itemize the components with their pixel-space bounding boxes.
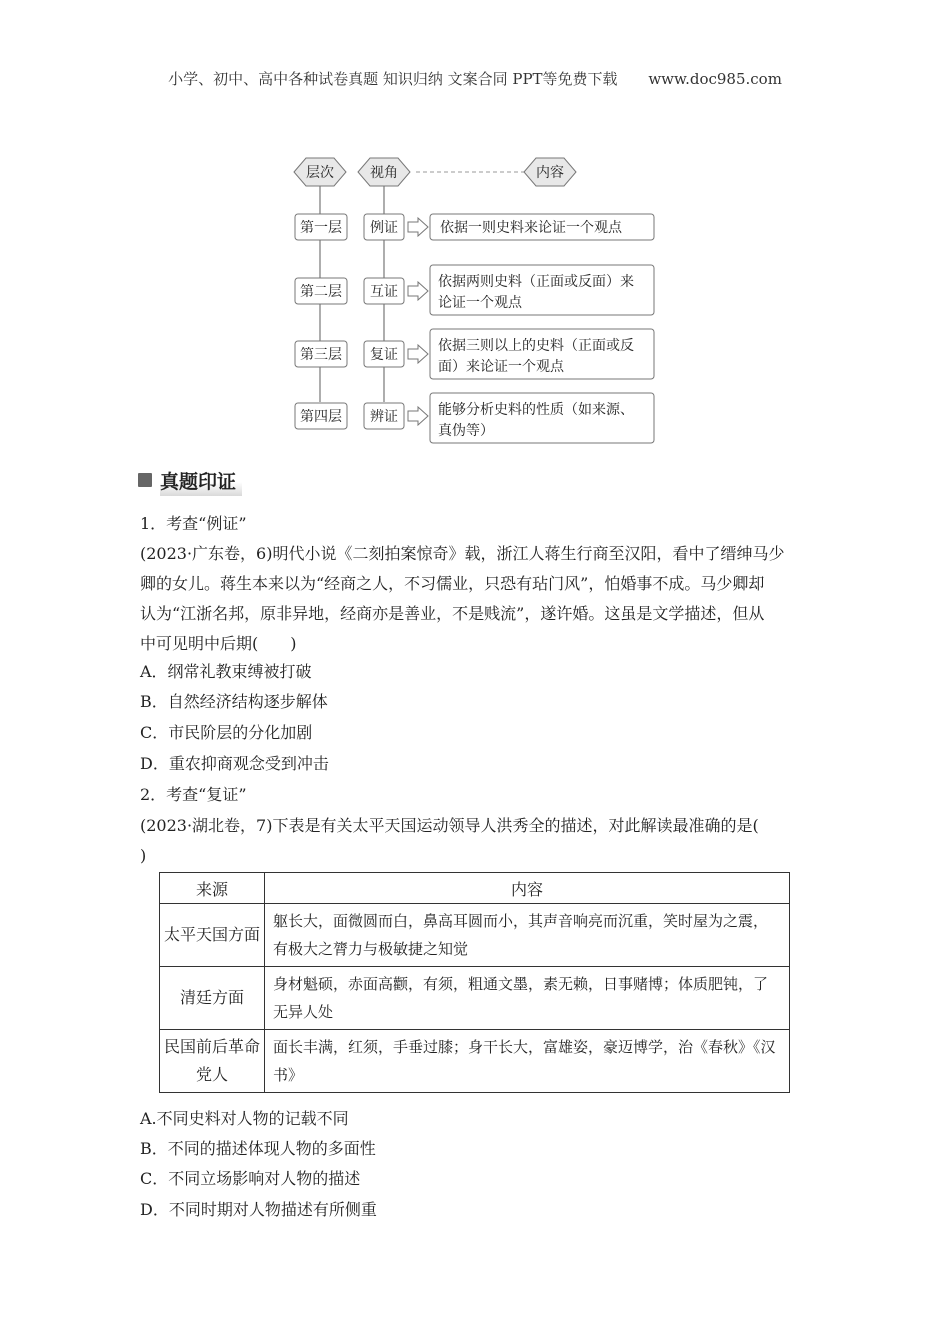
content-line: 依据两则史料（正面或反面）来: [438, 274, 634, 290]
q1-option-a: A．纲常礼教束缚被打破: [140, 662, 312, 681]
angle-label: 例证: [370, 220, 398, 236]
q2-option-c: C．不同立场影响对人物的描述: [140, 1169, 361, 1188]
level-label: 第一层: [300, 220, 342, 236]
q1-stem: [140, 539, 812, 659]
evidence-levels-diagram: [290, 150, 670, 450]
table-header-source: 来源: [160, 873, 265, 904]
arrow-right-icon: [408, 218, 428, 236]
q1-option-b: B．自然经济结构逐步解体: [140, 692, 328, 711]
q2-title: 2．考查“复证”: [140, 785, 247, 804]
section-title: [138, 465, 242, 495]
content-line: 真伪等）: [438, 423, 494, 439]
table-row: [160, 904, 790, 967]
header-diamond-level: [294, 158, 346, 186]
section-bullet-icon: [138, 473, 152, 487]
q2-option-d: D．不同时期对人物描述有所侧重: [140, 1200, 377, 1219]
content-line: 依据三则以上的史料（正面或反: [438, 338, 634, 354]
q2-table: [159, 872, 790, 1093]
header-diamond-content: [524, 158, 576, 186]
header-level-label: 层次: [306, 165, 334, 181]
q1-title: 1．考查“例证”: [140, 514, 247, 533]
q1-option-c: C．市民阶层的分化加剧: [140, 723, 313, 742]
q1-option-d: D．重农抑商观念受到冲击: [140, 754, 329, 773]
content-line: 能够分析史料的性质（如来源、: [438, 402, 634, 418]
arrow-right-icon: [408, 407, 428, 425]
diagram-row-3: [295, 329, 654, 379]
q2-stem-line: ): [140, 846, 147, 865]
content-line: 依据一则史料来论证一个观点: [440, 220, 622, 236]
diagram-row-2: [295, 265, 654, 315]
table-cell-source: 太平天国方面: [160, 904, 265, 967]
angle-label: 复证: [370, 347, 398, 363]
table-cell-content: 躯长大，面微圆而白，鼻高耳圆而小，其声音响亮而沉重，笑时屋为之震，有极大之膂力与极敏捷之知觉: [265, 904, 790, 967]
content-line: 论证一个观点: [438, 295, 522, 311]
q2-stem-line: (2023·湖北卷，7)下表是有关太平天国运动领导人洪秀全的描述，对此解读最准确的是(: [140, 816, 759, 835]
table-row: [160, 1030, 790, 1093]
header-text: 小学、初中、高中各种试卷真题 知识归纳 文案合同 PPT等免费下载: [168, 70, 618, 88]
table-header-row: [160, 873, 790, 904]
q1-stem-line: 认为“江浙名邦，原非异地，经商亦是善业，不是贱流”，遂许婚。这虽是文学描述，但从: [140, 604, 765, 623]
table-row: [160, 967, 790, 1030]
table-cell-content: 面长丰满，红须，手垂过膝；身干长大，富雄姿，豪迈博学，治《春秋》《汉书》: [265, 1030, 790, 1093]
table-cell-source: 清廷方面: [160, 967, 265, 1030]
content-line: 面）来论证一个观点: [438, 359, 564, 375]
table-cell-content: 身材魁硕，赤面高颧，有须，粗通文墨，素无赖，日事赌博；体质肥钝，了无异人处: [265, 967, 790, 1030]
table-cell-source: 民国前后革命党人: [160, 1030, 265, 1093]
diagram-row-4: [295, 393, 654, 443]
q1-stem-line: (2023·广东卷，6)明代小说《二刻拍案惊奇》载，浙江人蒋生行商至汉阳，看中了缙绅马少: [140, 544, 785, 563]
angle-label: 互证: [370, 284, 398, 300]
header-content-label: 内容: [536, 165, 564, 181]
header-diamond-angle: [358, 158, 410, 186]
header-site: www.doc985.com: [648, 70, 782, 88]
level-label: 第二层: [300, 284, 342, 300]
arrow-right-icon: [408, 282, 428, 300]
q2-option-a: A.不同史料对人物的记载不同: [140, 1109, 349, 1128]
q2-stem: [140, 811, 812, 871]
diagram-row-1: [295, 214, 654, 240]
arrow-right-icon: [408, 345, 428, 363]
section-title-text: 真题印证: [160, 465, 242, 496]
q2-option-b: B．不同的描述体现人物的多面性: [140, 1139, 376, 1158]
level-label: 第三层: [300, 347, 342, 363]
level-label: 第四层: [300, 409, 342, 425]
q1-stem-line: 中可见明中后期( ): [140, 634, 297, 653]
angle-label: 辨证: [370, 409, 398, 425]
table-header-content: 内容: [265, 873, 790, 904]
q1-stem-line: 卿的女儿。蒋生本来以为“经商之人，不习儒业，只恐有玷门风”，怕婚事不成。马少卿却: [140, 574, 765, 593]
page-header: [0, 68, 950, 89]
header-angle-label: 视角: [370, 165, 398, 181]
